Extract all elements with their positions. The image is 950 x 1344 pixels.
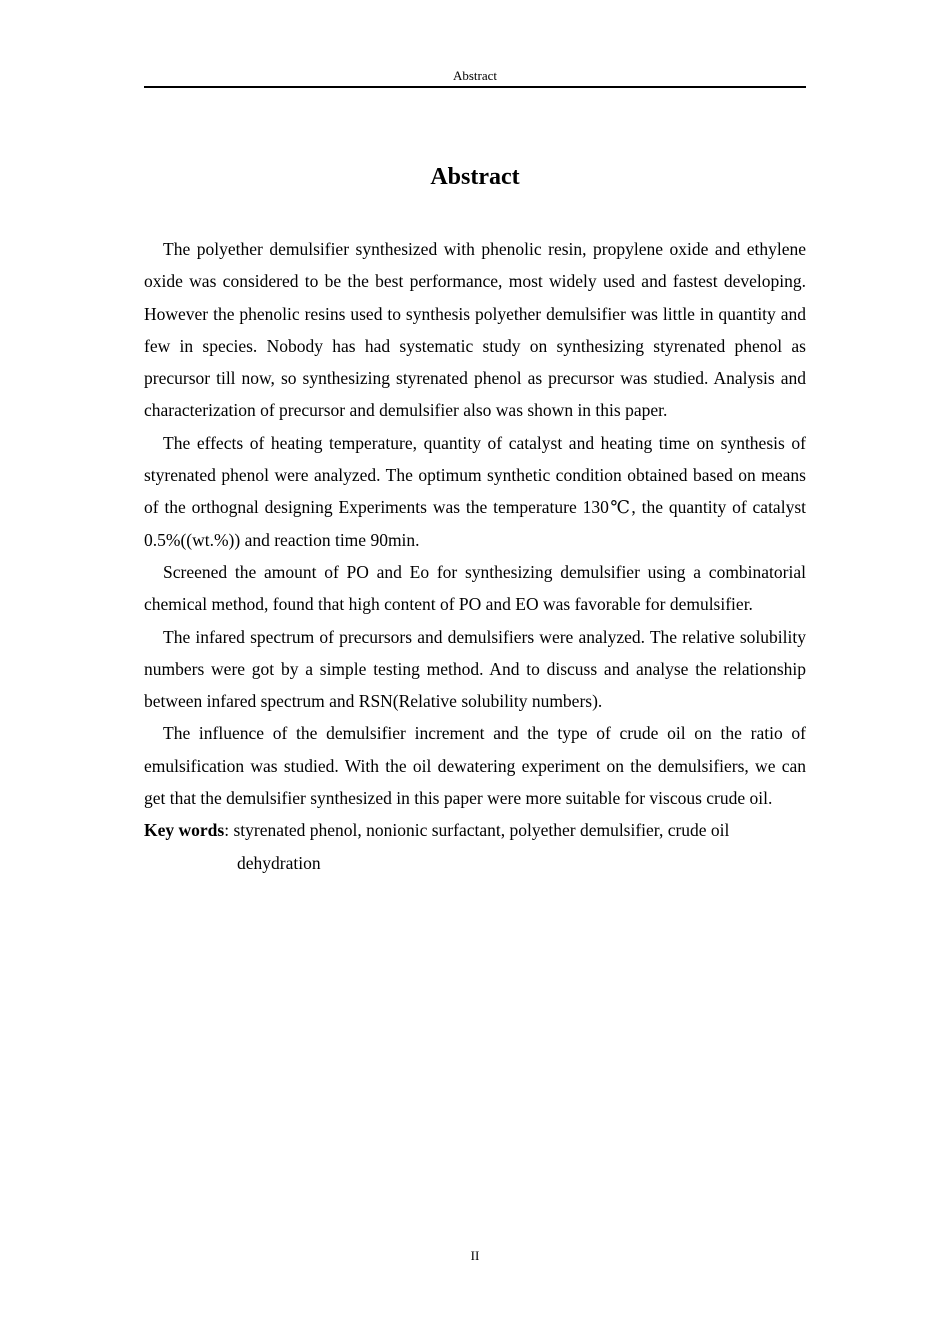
abstract-paragraph: Screened the amount of PO and Eo for synthesizing demulsifier using a combinatorial chemical method, found that high content of PO and EO was favorable for demulsifier. — [144, 561, 806, 615]
abstract-paragraph: The effects of heating temperature, quantity of catalyst and heating time on synthesis of styrenated phenol were analyzed. The optimum synthetic condition obtained based on means of the orthognal designing Experiments was the temperature 130℃, the quantity of catalyst 0.5%((wt.%)) and reaction time 90min. — [144, 432, 806, 550]
page-number: II — [470, 1248, 480, 1263]
running-header: Abstract — [452, 68, 498, 83]
page-title: Abstract — [430, 164, 520, 190]
keywords-text: styrenated phenol, nonionic surfactant, polyether demulsifier, crude oil dehydration — [233, 820, 730, 873]
keywords-line — [144, 814, 806, 879]
keywords-label: Key words — [144, 820, 225, 841]
abstract-body — [144, 233, 806, 879]
abstract-paragraph: The influence of the demulsifier increment and the type of crude oil on the ratio of emulsification was studied. With the oil dewatering experiment on the demulsifiers, we can get that the demulsifier synthesized in this paper were more suitable for viscous crude oil. — [144, 723, 806, 809]
keywords-separator: : — [224, 820, 234, 841]
abstract-paragraph: The polyether demulsifier synthesized with phenolic resin, propylene oxide and ethylene oxide was considered to be the best performance, most widely used and fastest developing. However the phenolic resins used to synthesis polyether demulsifier was little in quantity and few in species. Nobody has had systematic study on synthesizing styrenated phenol as precursor till now, so synthesizing styrenated phenol as precursor was studied. Analysis and characterization of precursor and demulsifier also was shown in this paper. — [144, 239, 806, 421]
abstract-paragraph: The infared spectrum of precursors and demulsifiers were analyzed. The relative solubility numbers were got by a simple testing method. And to discuss and analyse the relationship between infared spectrum and RSN(Relative solubility numbers). — [144, 626, 806, 712]
header-rule — [144, 86, 806, 88]
